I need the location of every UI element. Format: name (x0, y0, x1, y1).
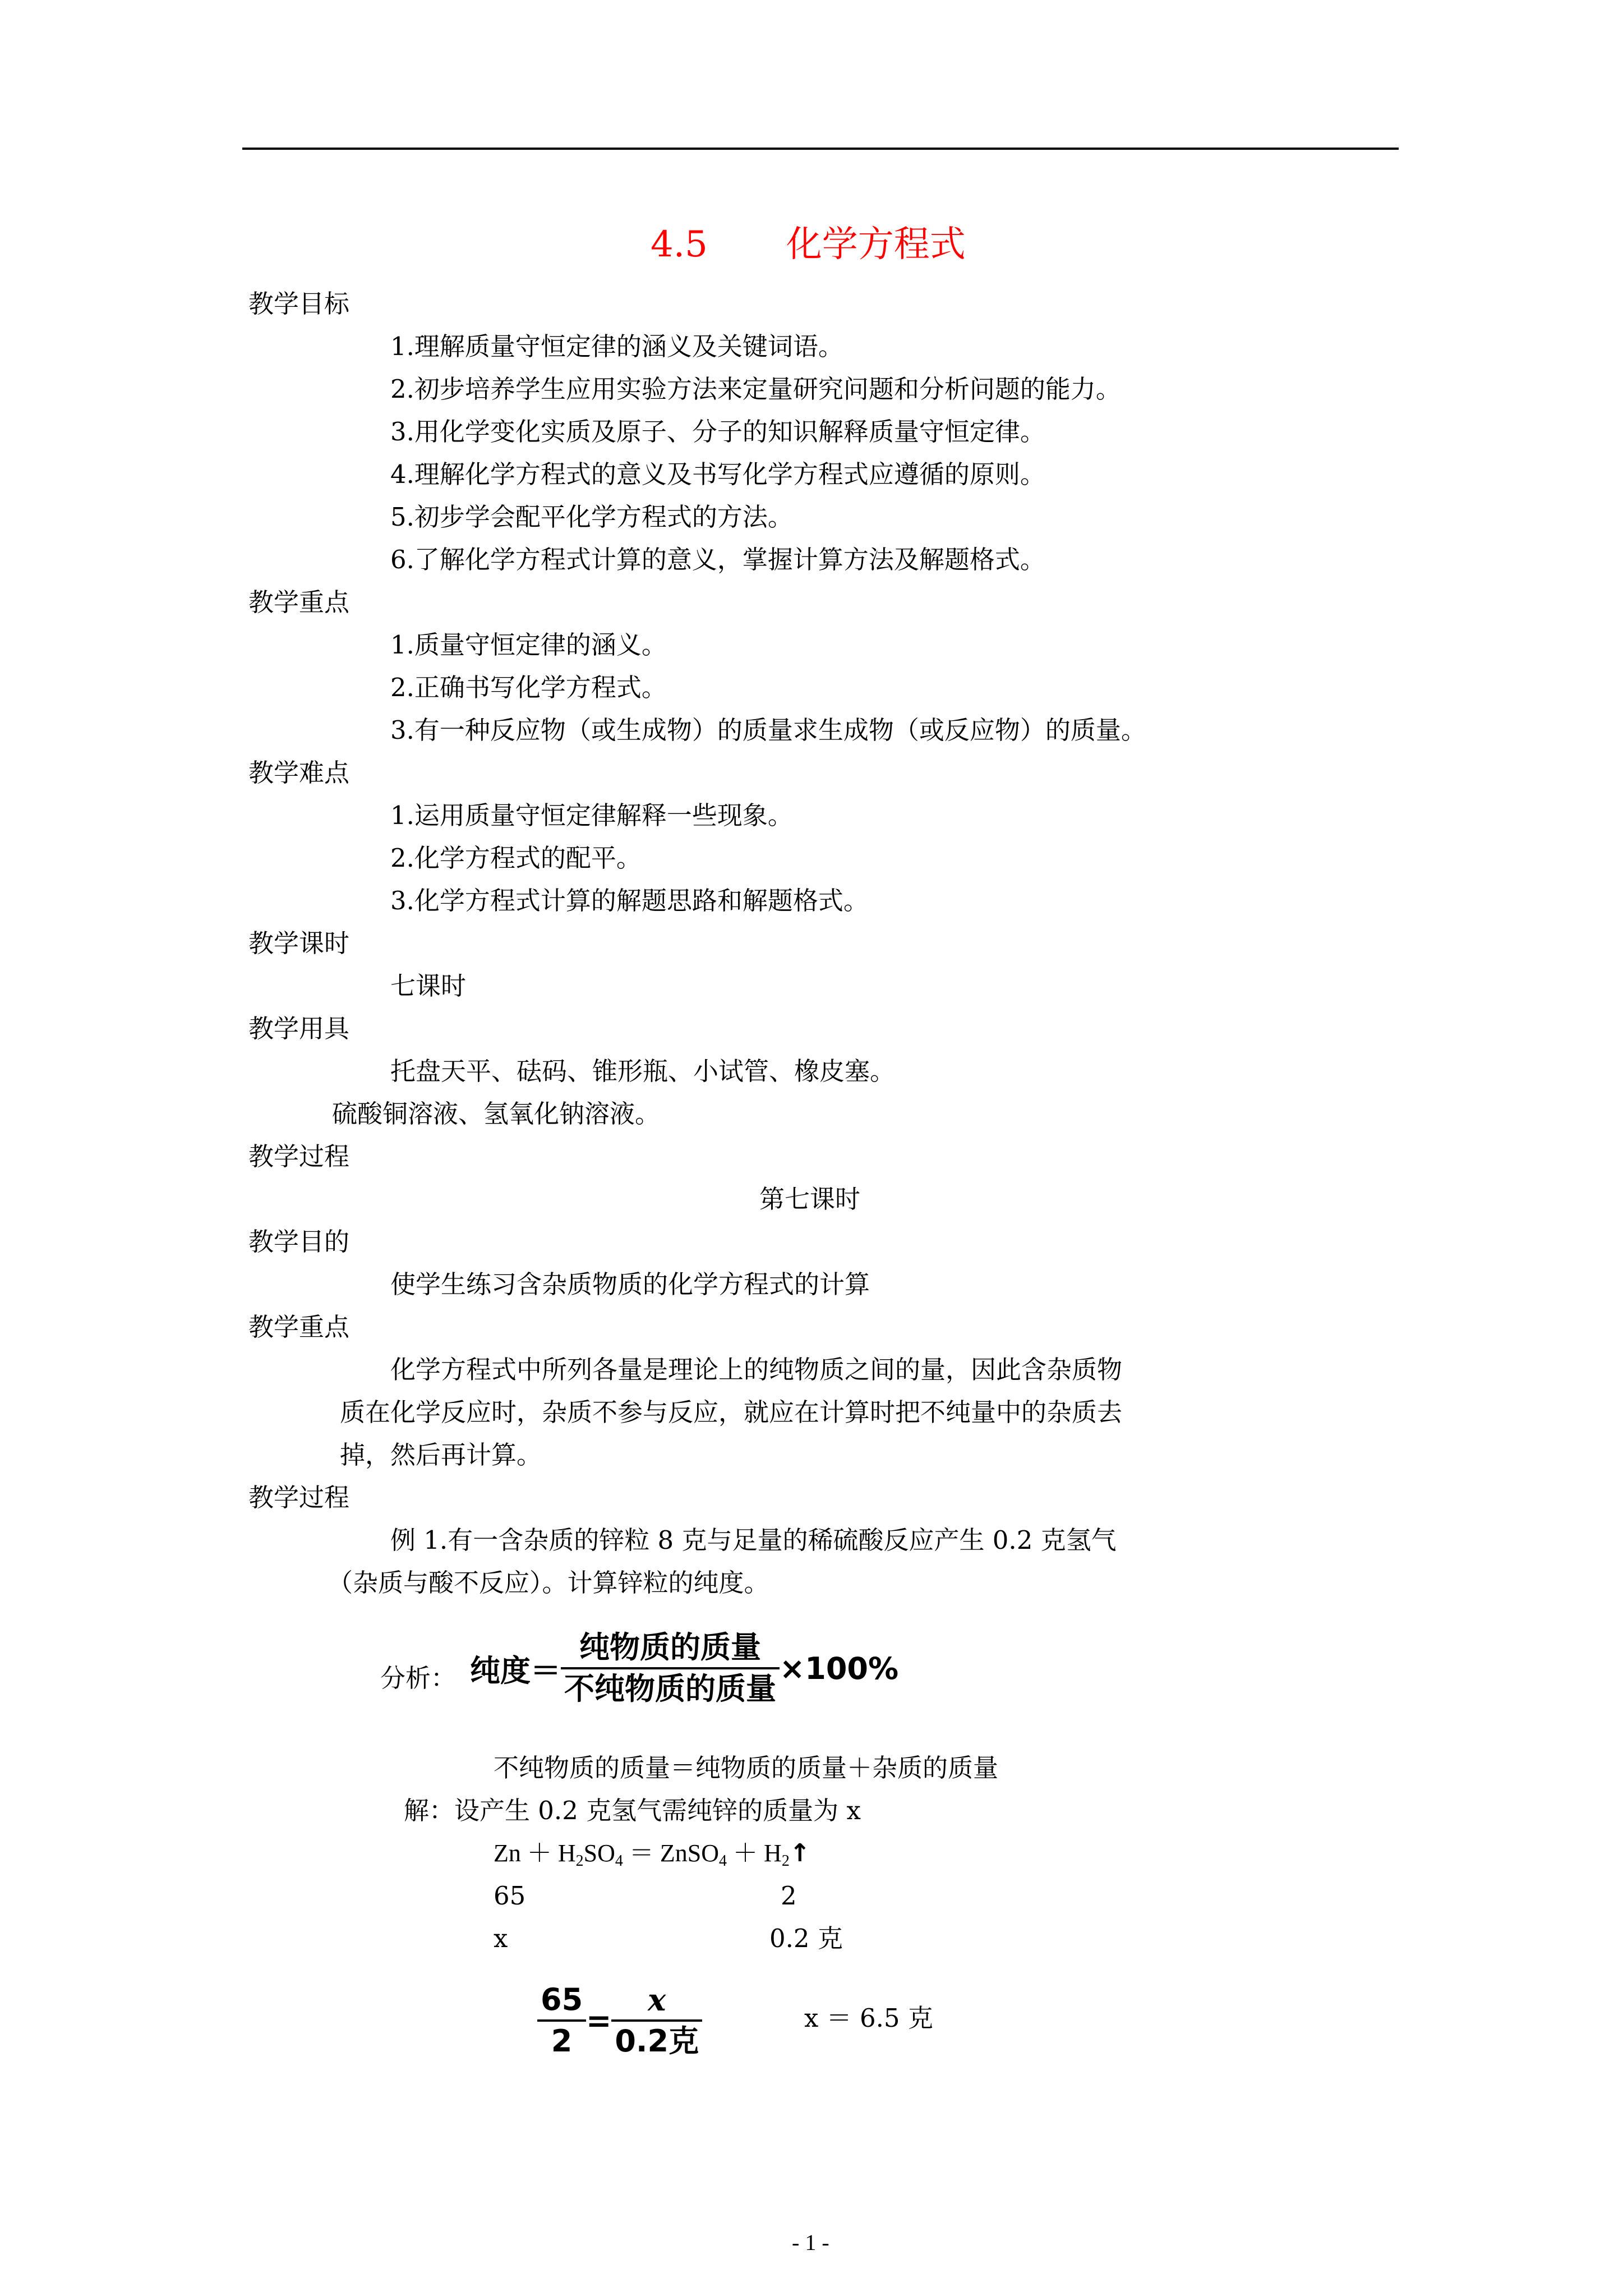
mass-row-left: 65 (494, 1881, 526, 1911)
proportion-equation (537, 1980, 702, 2061)
eq-sub: 2 (781, 1852, 790, 1870)
eq-zn: Zn ＋ H (494, 1839, 576, 1867)
mass-row-right: 0.2 克 (769, 1924, 843, 1953)
purity-lhs: 纯度＝ (470, 1653, 561, 1688)
solution-result: x ＝ 6.5 克 (804, 2003, 933, 2033)
purity-rhs: ×100% (780, 1650, 899, 1686)
mass-row-left: x (494, 1924, 508, 1953)
section-heading-key-points: 教学重点 (248, 587, 350, 617)
tools-line: 托盘天平、砝码、锥形瓶、小试管、橡皮塞。 (390, 1056, 896, 1086)
key-point-paragraph-line: 质在化学反应时，杂质不参与反应，就应在计算时把不纯量中的杂质去 (340, 1397, 1123, 1427)
key-point-paragraph-line: 化学方程式中所列各量是理论上的纯物质之间的量，因此含杂质物 (390, 1355, 1123, 1384)
lesson-heading: 第七课时 (759, 1184, 861, 1214)
eq-sub: 4 (719, 1852, 727, 1870)
left-denominator: 2 (551, 2023, 573, 2059)
example-line: 例 1.有一含杂质的锌粒 8 克与足量的稀硫酸反应产生 0.2 克氢气 (390, 1525, 1117, 1555)
left-numerator: 65 (541, 1982, 583, 2017)
page-number: - 1 - (792, 2230, 829, 2255)
goal-item: 1.理解质量守恒定律的涵义及关键词语。 (390, 332, 843, 361)
section-heading-periods: 教学课时 (248, 928, 350, 958)
title-number: 4.5 (651, 224, 708, 265)
chemical-equation (494, 1837, 810, 1878)
difficulty-item: 2.化学方程式的配平。 (390, 843, 642, 873)
purity-formula (470, 1628, 898, 1709)
section-heading-key-points-2: 教学重点 (248, 1312, 350, 1342)
periods-text: 七课时 (390, 971, 467, 1001)
goal-item: 2.初步培养学生应用实验方法来定量研究问题和分析问题的能力。 (390, 374, 1121, 404)
eq-sub: 2 (575, 1852, 584, 1870)
purity-fraction (561, 1628, 780, 1709)
analysis-label: 分析： (380, 1663, 457, 1693)
eq-so: SO (583, 1839, 615, 1867)
purity-numerator: 纯物质的质量 (579, 1630, 761, 1665)
example-line: （杂质与酸不反应）。计算锌粒的纯度。 (328, 1568, 769, 1598)
section-heading-difficulties: 教学难点 (248, 758, 350, 788)
difficulty-item: 3.化学方程式计算的解题思路和解题格式。 (390, 886, 869, 915)
right-fraction (611, 1980, 702, 2061)
tools-line: 硫酸铜溶液、氢氧化钠溶液。 (332, 1099, 661, 1129)
goal-item: 3.用化学变化实质及原子、分子的知识解释质量守恒定律。 (390, 417, 1045, 447)
section-heading-process: 教学过程 (248, 1142, 350, 1171)
section-heading-purpose: 教学目的 (248, 1227, 350, 1257)
goal-item: 6.了解化学方程式计算的意义，掌握计算方法及解题格式。 (390, 545, 1045, 574)
goal-item: 4.理解化学方程式的意义及书写化学方程式应遵循的原则。 (390, 459, 1045, 489)
mass-row-right: 2 (781, 1881, 797, 1911)
difficulty-item: 1.运用质量守恒定律解释一些现象。 (390, 800, 793, 830)
proportion-equals: = (586, 2003, 612, 2039)
key-point-item: 3.有一种反应物（或生成物）的质量求生成物（或反应物）的质量。 (390, 715, 1146, 745)
goal-item: 5.初步学会配平化学方程式的方法。 (390, 502, 793, 532)
left-fraction (537, 1980, 586, 2061)
eq-plus: ＋ H (727, 1839, 782, 1867)
key-point-item: 2.正确书写化学方程式。 (390, 673, 667, 702)
eq-sub: 4 (615, 1852, 623, 1870)
key-point-paragraph-line: 掉，然后再计算。 (340, 1440, 542, 1470)
section-heading-goals: 教学目标 (248, 289, 350, 319)
header-rule (242, 148, 1399, 150)
analysis-note: 不纯物质的质量＝纯物质的质量＋杂质的质量 (494, 1753, 999, 1783)
page-title (651, 215, 966, 267)
section-heading-process-2: 教学过程 (248, 1483, 350, 1512)
key-point-item: 1.质量守恒定律的涵义。 (390, 630, 667, 660)
purpose-text: 使学生练习含杂质物质的化学方程式的计算 (390, 1269, 870, 1299)
right-numerator: x (648, 1982, 666, 2018)
purity-denominator: 不纯物质的质量 (564, 1671, 776, 1706)
title-text: 化学方程式 (786, 224, 966, 265)
right-denominator: 0.2克 (615, 2023, 699, 2059)
up-arrow-icon: ↑ (789, 1839, 810, 1867)
eq-equals: ＝ ZnSO (623, 1839, 720, 1867)
section-heading-tools: 教学用具 (248, 1014, 350, 1043)
solution-intro: 解：设产生 0.2 克氢气需纯锌的质量为 x (404, 1796, 861, 1825)
